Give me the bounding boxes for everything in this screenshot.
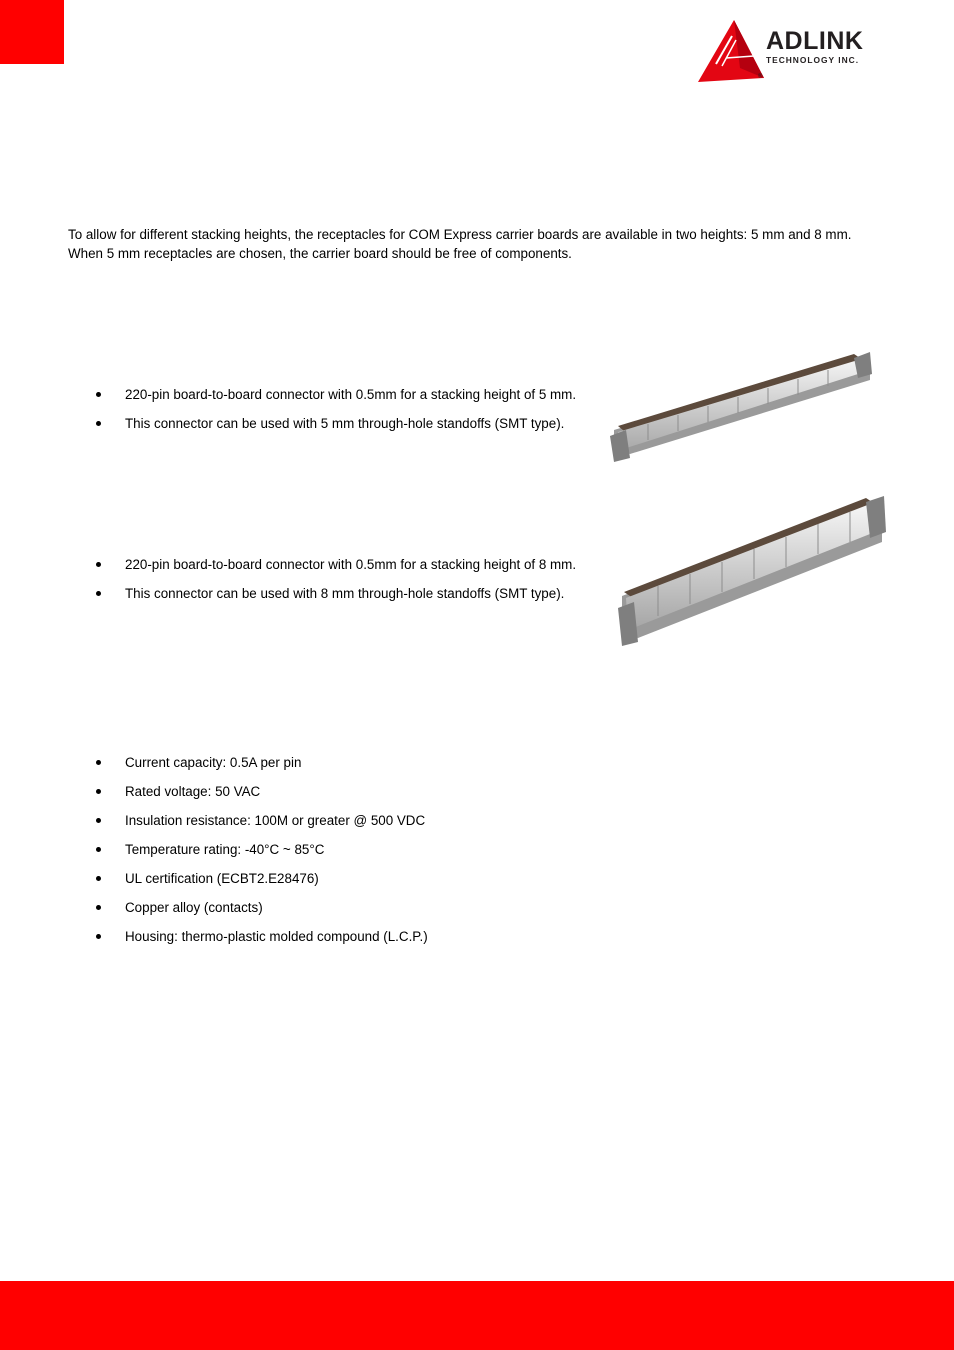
list-item bbox=[68, 869, 428, 898]
bullet-icon bbox=[96, 934, 101, 939]
bullet-icon bbox=[96, 847, 101, 852]
list-item-text: This connector can be used with 5 mm through-hole standoffs (SMT type). bbox=[125, 416, 565, 431]
list-item-text: Temperature rating: -40°C ~ 85°C bbox=[125, 842, 325, 857]
list-item bbox=[68, 840, 428, 869]
list-item-text: 220-pin board-to-board connector with 0.5mm for a stacking height of 8 mm. bbox=[125, 557, 577, 572]
list-item bbox=[68, 927, 428, 956]
list-item bbox=[68, 414, 576, 443]
list-item-text: 220-pin board-to-board connector with 0.5mm for a stacking height of 5 mm. bbox=[125, 387, 577, 402]
specifications-list bbox=[68, 753, 428, 956]
list-item-text: Copper alloy (contacts) bbox=[125, 900, 263, 915]
bullet-icon bbox=[96, 562, 101, 567]
intro-paragraph: To allow for different stacking heights, the receptacles for COM Express carrier boards are available in two heights: 5 mm and 8 mm. When 5 mm receptacles are chosen, the carrier board should be free of components. bbox=[68, 227, 852, 261]
bullet-icon bbox=[96, 818, 101, 823]
list-item bbox=[68, 385, 576, 414]
list-item bbox=[68, 782, 428, 811]
list-item-text: This connector can be used with 8 mm through-hole standoffs (SMT type). bbox=[125, 586, 565, 601]
list-item-text: Rated voltage: 50 VAC bbox=[125, 784, 261, 799]
bullet-icon bbox=[96, 591, 101, 596]
list-item bbox=[68, 811, 428, 840]
connector-8mm-image bbox=[608, 488, 888, 650]
list-item-text: Current capacity: 0.5A per pin bbox=[125, 755, 302, 770]
bullet-icon bbox=[96, 789, 101, 794]
footer-red-bar bbox=[0, 1281, 954, 1350]
bullet-icon bbox=[96, 760, 101, 765]
list-item bbox=[68, 753, 428, 782]
list-item bbox=[68, 584, 576, 613]
connector-5mm-image bbox=[608, 340, 874, 464]
list-item-text: Housing: thermo-plastic molded compound (L.C.P.) bbox=[125, 929, 428, 944]
adlink-logo bbox=[696, 18, 906, 84]
connector-8mm-list bbox=[68, 555, 576, 613]
registered-mark: ® bbox=[758, 74, 763, 80]
bullet-icon bbox=[96, 392, 101, 397]
corner-red-tab bbox=[0, 0, 64, 64]
connector-5mm-list bbox=[68, 385, 576, 443]
list-item bbox=[68, 555, 576, 584]
logo-subtitle: TECHNOLOGY INC. bbox=[766, 55, 860, 65]
list-item-text: Insulation resistance: 100M or greater @ 500 VDC bbox=[125, 813, 426, 828]
logo-wordmark: ADLINK bbox=[766, 27, 864, 55]
bullet-icon bbox=[96, 421, 101, 426]
bullet-icon bbox=[96, 876, 101, 881]
adlink-triangle-icon bbox=[696, 18, 766, 84]
list-item-text: UL certification (ECBT2.E28476) bbox=[125, 871, 319, 886]
list-item bbox=[68, 898, 428, 927]
bullet-icon bbox=[96, 905, 101, 910]
